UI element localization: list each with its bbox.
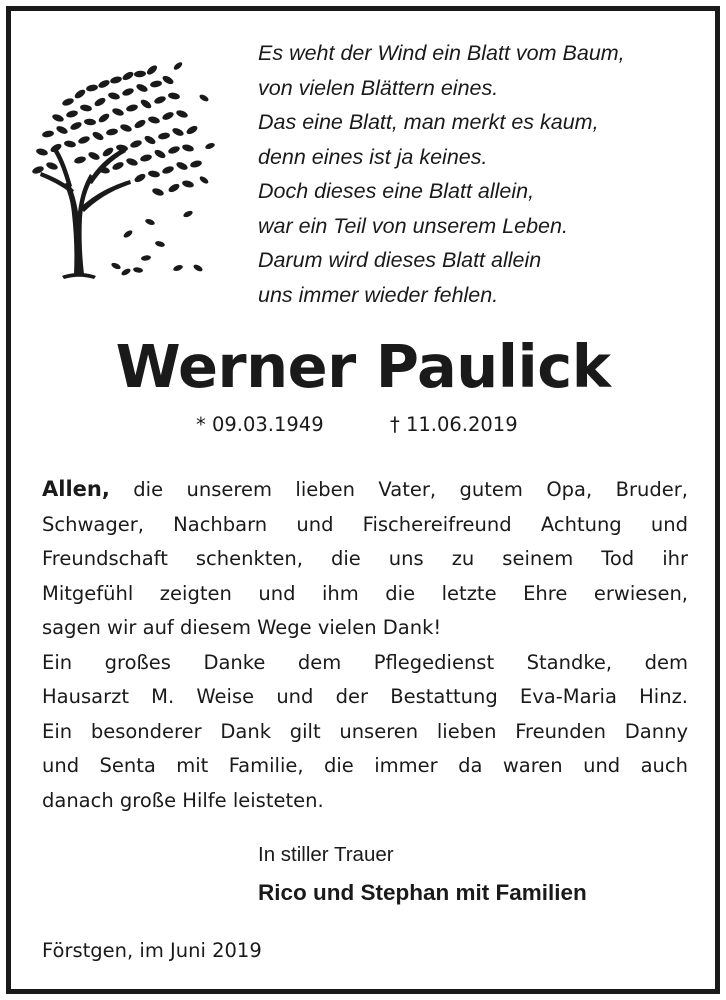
message-lead: Allen, [42, 477, 110, 501]
message-line: Freundschaft schenkten, die uns zu seinem Tod ihr [42, 547, 688, 570]
message-line: und Senta mit Familie, die immer da waren und auch [42, 754, 688, 777]
poem [258, 36, 698, 312]
family-signature: Rico und Stephan mit Familien [258, 880, 587, 905]
windblown-tree-icon [28, 62, 218, 282]
poem-line: Doch dieses eine Blatt allein, [258, 179, 535, 203]
message-line: sagen wir auf diesem Wege vielen Dank! [42, 616, 442, 639]
thank-you-message [42, 472, 688, 818]
poem-line: Es weht der Wind ein Blatt vom Baum, [258, 41, 625, 65]
message-line: Mitgefühl zeigten und ihm die letzte Ehre erwiesen, [42, 581, 688, 605]
poem-line: denn eines ist ja keines. [258, 144, 488, 169]
message-line: Hausarzt M. Weise und der Bestattung Eva-Maria Hinz. [42, 685, 688, 708]
poem-line: Das eine Blatt, man merkt es kaum, [258, 110, 599, 134]
message-line: Schwager, Nachbarn und Fischereifreund Achtung und [42, 512, 688, 536]
message-line-rest: die unserem lieben Vater, gutem Opa, Bruder, [109, 478, 688, 501]
deceased-name: Werner Paulick [115, 332, 611, 401]
message-line: Ein besonderer Dank gilt unseren lieben Freunden Danny [42, 719, 688, 743]
place-and-date: Förstgen, im Juni 2019 [42, 939, 262, 962]
message-line: danach große Hilfe leisteten. [42, 788, 324, 812]
poem-line: von vielen Blättern eines. [258, 75, 499, 100]
message-line: Ein großes Danke dem Pflegedienst Standke, dem [42, 650, 688, 674]
message-line [42, 472, 688, 508]
poem-line: war ein Teil von unserem Leben. [258, 213, 568, 238]
poem-line: Darum wird dieses Blatt allein [258, 248, 542, 272]
mourning-phrase: In stiller Trauer [258, 843, 394, 866]
birth-date: * 09.03.1949 [196, 413, 324, 436]
death-date: † 11.06.2019 [390, 413, 518, 436]
poem-line: uns immer wieder fehlen. [258, 282, 499, 307]
